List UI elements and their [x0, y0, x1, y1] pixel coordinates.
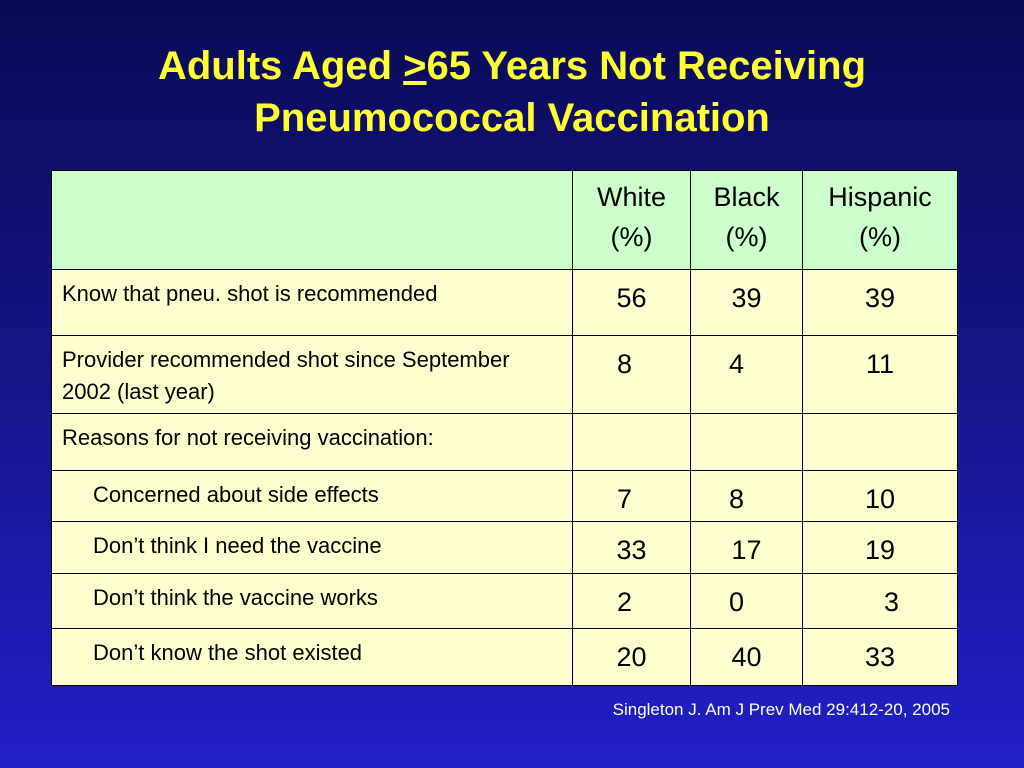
value-cell: [803, 336, 958, 414]
value-cell: [691, 522, 803, 574]
slide-title: [0, 40, 1024, 144]
value-white: 7: [616, 484, 632, 514]
table-row: [52, 629, 958, 686]
value-hispanic: 39: [864, 283, 896, 313]
column-unit: (%): [610, 222, 653, 252]
value-white: 33: [616, 535, 647, 565]
value-cell: [573, 414, 691, 471]
value-cell: [691, 270, 803, 336]
value-cell: [573, 522, 691, 574]
value-cell: [803, 522, 958, 574]
row-label: Concerned about side effects: [93, 482, 379, 507]
table-row: [52, 522, 958, 574]
title-greater-equal-symbol: >: [403, 44, 427, 88]
title-text-pre: Adults Aged: [157, 44, 404, 88]
row-label: Know that pneu. shot is recommended: [62, 281, 438, 306]
row-label: Don’t think the vaccine works: [93, 585, 378, 610]
value-hispanic: 33: [864, 642, 896, 672]
value-hispanic: [803, 414, 957, 426]
row-label: Don’t think I need the vaccine: [93, 533, 382, 558]
slide-title-line-1: [0, 40, 1024, 92]
value-cell: [691, 414, 803, 471]
value-white: 56: [616, 283, 647, 313]
header-cell-hispanic: [803, 171, 958, 270]
value-white: 2: [616, 587, 632, 617]
table-header-row: [52, 171, 958, 270]
value-hispanic: 3: [883, 587, 899, 617]
value-black: 40: [731, 642, 762, 672]
citation: Singleton J. Am J Prev Med 29:412-20, 2005: [612, 700, 950, 719]
value-cell: [803, 574, 958, 629]
value-black: 17: [731, 535, 762, 565]
value-black: [691, 414, 802, 426]
value-hispanic: 11: [865, 349, 895, 379]
value-white: [573, 414, 690, 426]
value-black: 39: [731, 283, 762, 313]
value-black: 0: [728, 587, 744, 617]
row-label-cell: [52, 574, 573, 629]
column-name: Hispanic: [828, 182, 932, 212]
header-cell-white: [573, 171, 691, 270]
column-unit: (%): [725, 222, 768, 252]
value-cell: [573, 471, 691, 522]
row-label-cell: [52, 414, 573, 471]
table-row: [52, 574, 958, 629]
value-cell: [803, 629, 958, 686]
value-hispanic: 10: [864, 484, 896, 514]
value-white: 20: [616, 642, 647, 672]
row-label: Reasons for not receiving vaccination:: [62, 425, 434, 450]
header-empty-cell: [52, 171, 573, 270]
column-name: White: [596, 182, 667, 212]
table-row: [52, 336, 958, 414]
table-row: [52, 471, 958, 522]
title-text-post: 65 Years Not Receiving: [426, 44, 867, 88]
table-row: [52, 270, 958, 336]
value-black: 4: [728, 349, 744, 379]
vaccination-table: [51, 170, 958, 686]
value-cell: [691, 574, 803, 629]
slide-title-line-2: Pneumococcal Vaccination: [254, 96, 770, 140]
row-label: Provider recommended shot since September 2002 (last year): [62, 347, 510, 404]
column-name: Black: [713, 182, 780, 212]
column-unit: (%): [859, 222, 901, 252]
row-label-cell: [52, 522, 573, 574]
value-hispanic: 19: [864, 535, 896, 565]
value-white: 8: [616, 349, 632, 379]
value-cell: [573, 629, 691, 686]
value-black: 8: [728, 484, 744, 514]
value-cell: [803, 471, 958, 522]
row-label-cell: [52, 629, 573, 686]
row-label: Don’t know the shot existed: [93, 640, 363, 665]
row-label-cell: [52, 471, 573, 522]
value-cell: [691, 471, 803, 522]
value-cell: [573, 336, 691, 414]
value-cell: [691, 629, 803, 686]
row-label-cell: [52, 336, 573, 414]
value-cell: [573, 574, 691, 629]
value-cell: [803, 270, 958, 336]
value-cell: [691, 336, 803, 414]
value-cell: [573, 270, 691, 336]
value-cell: [803, 414, 958, 471]
header-cell-black: [691, 171, 803, 270]
row-label-cell: [52, 270, 573, 336]
table-row-section-heading: [52, 414, 958, 471]
